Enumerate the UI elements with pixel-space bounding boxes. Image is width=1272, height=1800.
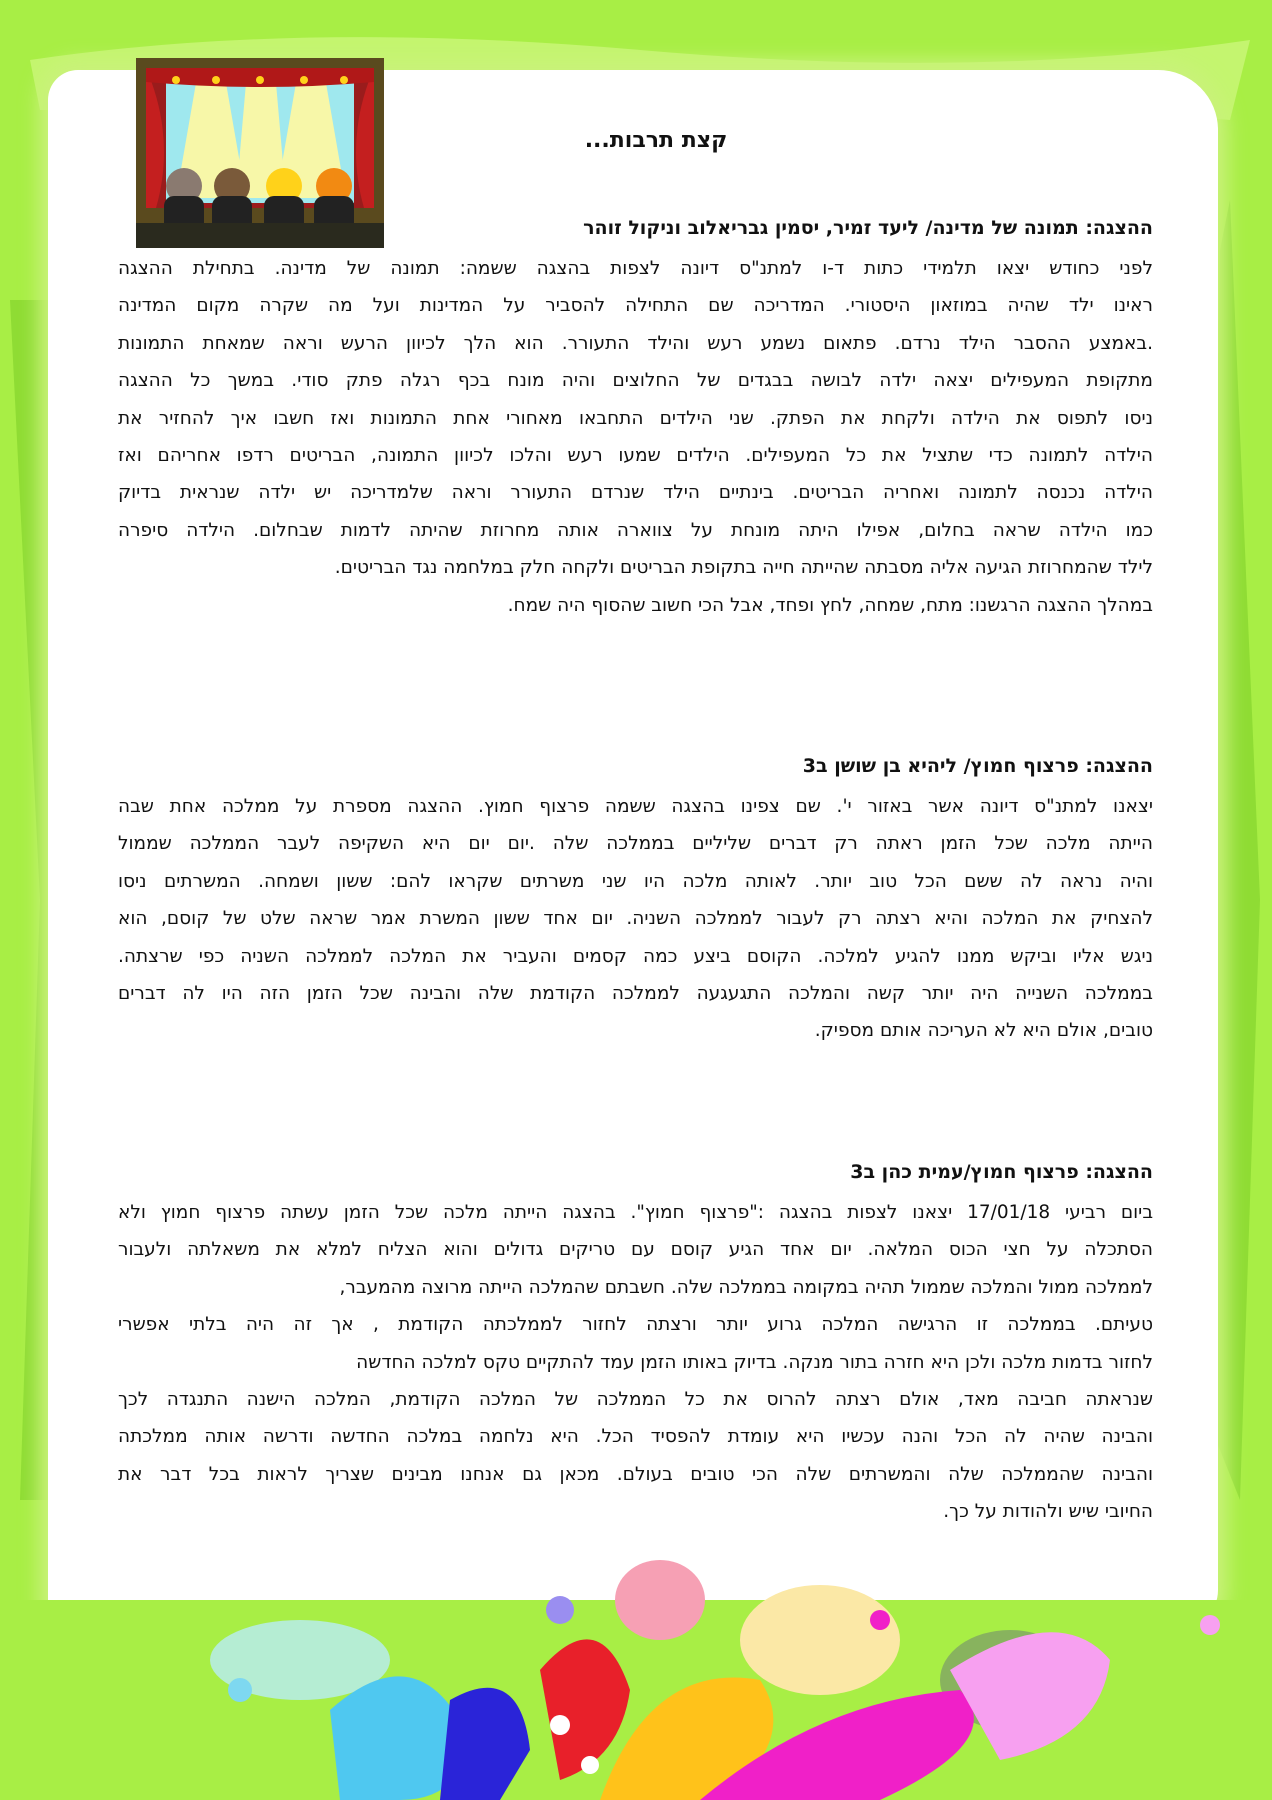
paragraph-line: מתקופת המעפילים יצאה ילדה לבושה בבגדים של החלוצים והיה מונח בכף רגלה פתק סודי. במשך כל ההצגה — [118, 370, 1153, 392]
paragraph-line: טעיתם. בממלכה זו הרגישה המלכה גרוע יותר ורצתה לחזור לממלכתה הקודמת , אך זה היה בלתי אפשרי — [118, 1314, 1153, 1336]
section-review-1 — [118, 206, 1153, 624]
paragraph-line: והבינה שהיה לה הכל והנה עכשיו היא עומדת להפסיד הכל. היא נלחמה במלכה החדשה ודרשה אותה ממלכתה — [118, 1426, 1153, 1448]
page-title: קצת תרבות... — [584, 128, 728, 153]
paragraph-line: ביום רביעי 17/01/18 יצאנו לצפות בהצגה :"פרצוף חמוץ". בהצגה הייתה מלכה שכל הזמן עשתה פרצוף חמוץ ולא — [118, 1202, 1154, 1223]
section-review-3 — [118, 1150, 1153, 1531]
paragraph-line: יצאנו למתנ"ס דיונה אשר באזור י'. שם צפינו בהצגה ששמה פרצוף חמוץ. ההצגה מספרת על ממלכה אחת שבה — [118, 796, 1153, 817]
paragraph-line: לממלכה ממול והמלכה שממול תהיה במקומה בממלכה שלה. חשבתם שהמלכה הייתה מרוצה מהמעבר, — [339, 1276, 1153, 1298]
section-heading: ההצגה: פרצוף חמוץ/עמית כהן ב3 — [850, 1161, 1153, 1183]
paragraph-line: ראינו ילד שהיה במוזאון היסטורי. המדריכה שם התחילה להסביר על המדינות ועל מה שקרה מקום המדינה — [118, 295, 1153, 317]
paragraph-line: והבינה שהממלכה שלה והמשרתים שלה הכי טובים בעולם. מכאן גם אנחנו מבינים שצריך לראות בכל דבר את — [118, 1463, 1153, 1485]
paragraph-line: ניגש אליו וביקש ממנו להגיע למלכה. הקוסם ביצע כמה קסמים והעביר את המלכה לממלכה השניה כפי שרצתה. — [118, 945, 1153, 967]
paragraph-line: להצחיק את המלכה והיא רצתה רק לעבור לממלכה השניה. יום אחד ששון המשרת אמר שראה שלט של קוסם, הוא — [118, 908, 1153, 930]
paragraph-line: במהלך ההצגה הרגשנו: מתח, שמחה, לחץ ופחד, אבל הכי חשוב שהסוף היה שמח. — [507, 594, 1153, 616]
section-review-2 — [118, 744, 1153, 1050]
paragraph-line: הייתה מלכה שכל הזמן ראתה רק דברים שליליים בממלכה שלה .יום יום היא השקיפה לעבר הממלכה שממול — [118, 833, 1153, 855]
section-heading: ההצגה: תמונה של מדינה/ ליעד זמיר, יסמין גבריאלוב וניקול זוהר — [583, 217, 1153, 239]
paragraph-line: טובים, אולם היא לא העריכה אותם מספיק. — [814, 1020, 1153, 1042]
colorful-paint-splash-decoration — [0, 1540, 1272, 1800]
paragraph-line: כמו הילדה שראה בחלום, אפילו היתה מונחת על צווארה אותה מחרוזת שהיתה לדמות שבחלום. הילדה סיפרה — [118, 519, 1153, 541]
paragraph-line: הילדה לתמונה כדי שתציל את כל המעפילים. הילדים שמעו רעש והלכו לכיוון התמונה, הבריטים רדפו אחריהם ואז — [118, 444, 1153, 466]
paragraph-line: הסתכלה על חצי הכוס המלאה. יום אחד הגיע קוסם עם טריקים גדולים והוא הצליח למלא את משאלתה ולעבור — [118, 1239, 1153, 1261]
paragraph-line: לפני כחודש יצאו תלמידי כתות ד-ו למתנ"ס דיונה לצפות בהצגה ששמה: תמונה של מדינה. בתחילת ההצגה — [118, 258, 1153, 279]
paragraph-line: החיובי שיש ולהודות על כך. — [943, 1501, 1153, 1523]
paragraph-line: והיה נראה לה ששם הכל טוב יותר. לאותה מלכה היו שני משרתים שקראו להם: ששון ושמחה. המשרתים ניסו — [118, 870, 1153, 892]
paragraph-line: שנראתה חביבה מאד, אולם רצתה להרוס את כל הממלכה של המלכה הקודמת, המלכה הישנה התנגדה לכך — [118, 1388, 1153, 1410]
section-heading: ההצגה: פרצוף חמוץ/ ליהיא בן שושן ב3 — [802, 755, 1153, 777]
paragraph-line: הילדה נכנסה לתמונה ואחריה הבריטים. בינתיים הילד שנרדם התעורר וראה שלמדריכה יש ילדה שנראית בדיוק — [118, 482, 1153, 504]
paragraph-line: לילד שהמחרוזת הגיעה אליה מסבתה שהייתה חייה בתקופת הבריטים ולקחה חלק במלחמה נגד הבריטים. — [334, 557, 1153, 579]
paragraph-line: לחזור בדמות מלכה ולכן היא חזרה בתור מנקה. בדיוק באותו הזמן עמד להתקיים טקס למלכה החדשה — [356, 1351, 1153, 1373]
paragraph-line: בממלכה השנייה היה יותר קשה והמלכה התגעגעה לממלכה הקודמת שלה והבינה שכל הזמן הזה היו לה דברים — [118, 982, 1153, 1004]
paragraph-line: .באמצע ההסבר הילד נרדם. פתאום נשמע רעש והילד התעורר. הוא הלך לכיוון הרעש וראה שמאחת התמונות — [118, 332, 1153, 354]
paragraph-line: ניסו לתפוס את הילדה ולקחת את הפתק. שני הילדים התחבאו מאחורי אחת התמונות ואז חשבו איך להחזיר את — [118, 407, 1153, 429]
